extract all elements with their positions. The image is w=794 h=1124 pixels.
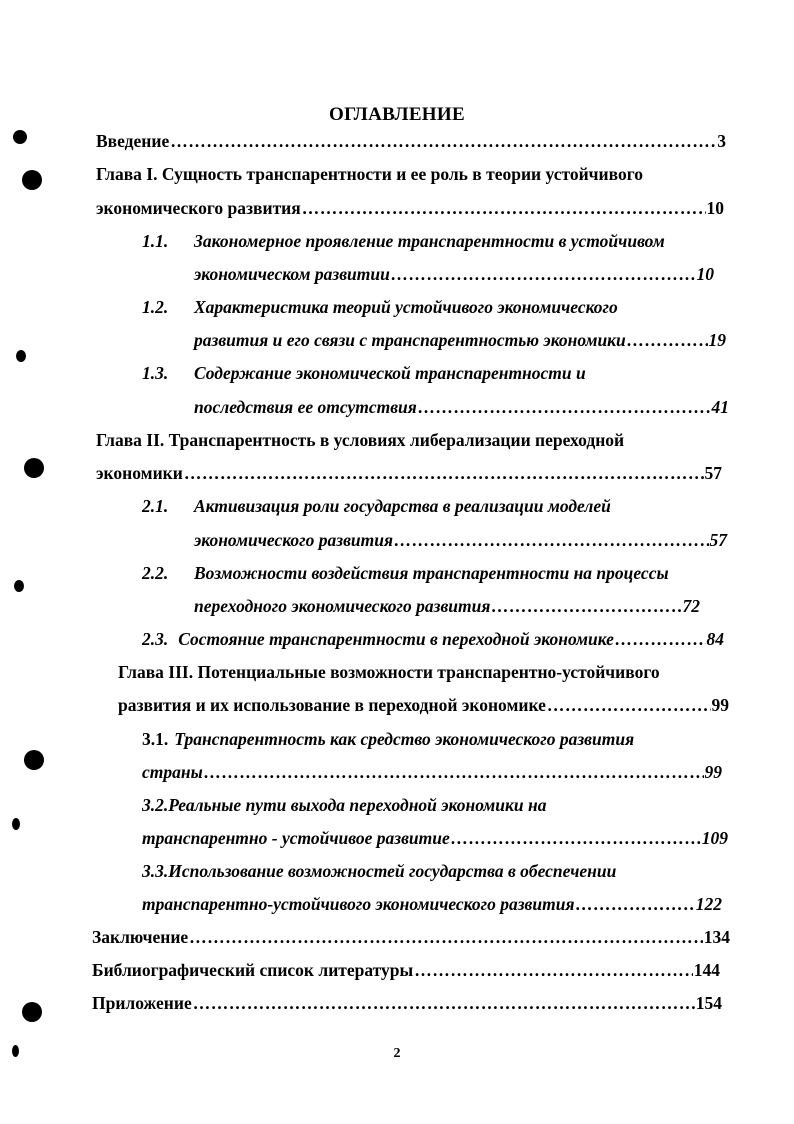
toc-entry-text: Активизация роли государства в реализации моделей xyxy=(194,496,611,516)
toc-entry-text: транспарентно-устойчивого экономического развития xyxy=(142,894,575,914)
toc-section-2-1-line1 xyxy=(142,495,611,517)
dot-leader xyxy=(547,694,711,716)
toc-entry-text: Глава II. Транспарентность в условиях либерализации переходной xyxy=(96,430,625,450)
toc-page-number: 19 xyxy=(708,330,726,350)
punch-hole-mark xyxy=(13,130,27,144)
dot-leader xyxy=(615,628,706,650)
toc-entry-text: Заключение xyxy=(92,927,189,947)
toc-entry-text: Библиографический список литературы xyxy=(92,960,414,980)
toc-entry-text: экономического развития xyxy=(194,530,394,550)
toc-section-number: 2.3. xyxy=(142,629,169,649)
toc-section-number: 2.1. xyxy=(142,496,169,516)
toc-entry-text: последствия ее отсутствия xyxy=(194,397,417,417)
toc-section-2-3 xyxy=(142,628,724,650)
dot-leader xyxy=(391,263,696,285)
punch-hole-mark xyxy=(16,350,26,362)
toc-page-number: 154 xyxy=(695,993,722,1013)
toc-entry-introduction xyxy=(96,130,726,152)
toc-entry-text: Содержание экономической транспарентности и xyxy=(194,363,586,383)
toc-page-number: 57 xyxy=(704,463,722,483)
toc-section-number: 2.2. xyxy=(142,563,169,583)
toc-entry-text: Глава III. Потенциальные возможности транспарентно-устойчивого xyxy=(118,662,660,682)
toc-entry-text: Состояние транспарентности в переходной экономике xyxy=(178,629,614,649)
punch-hole-mark xyxy=(24,458,44,478)
toc-entry-appendix xyxy=(92,992,722,1014)
toc-section-3-2-line2 xyxy=(142,827,728,849)
toc-page-number: 109 xyxy=(701,828,728,848)
toc-page-number: 99 xyxy=(704,762,722,782)
toc-entry-bibliography xyxy=(92,959,720,981)
dot-leader xyxy=(418,396,711,418)
toc-section-3-3-line1 xyxy=(142,860,616,882)
toc-section-1-1-line2 xyxy=(194,263,714,285)
toc-entry-text: Приложение xyxy=(92,993,192,1013)
toc-page-number: 57 xyxy=(709,530,727,550)
toc-entry-text: экономики xyxy=(96,463,183,483)
toc-entry-text: экономического развития xyxy=(96,198,301,218)
toc-chapter-1-line1 xyxy=(96,163,643,185)
toc-entry-text: переходного экономического развития xyxy=(194,596,491,616)
dot-leader xyxy=(204,761,704,783)
toc-section-number: 3.2. xyxy=(142,795,169,815)
toc-section-3-2-line1 xyxy=(142,794,546,816)
toc-section-1-3-line1 xyxy=(142,362,586,384)
toc-section-3-3-line2 xyxy=(142,893,722,915)
dot-leader xyxy=(394,529,708,551)
dot-leader xyxy=(189,926,703,948)
toc-entry-text: Глава I. Сущность транспарентности и ее роль в теории устойчивого xyxy=(96,164,643,184)
toc-page-number: 10 xyxy=(706,198,724,218)
toc-section-3-1-line2 xyxy=(142,761,722,783)
toc-entry-text: Введение xyxy=(96,131,170,151)
toc-entry-text: Возможности воздействия транспарентности на процессы xyxy=(194,563,669,583)
dot-leader xyxy=(170,130,716,152)
dot-leader xyxy=(627,329,708,351)
toc-page-number: 144 xyxy=(693,960,720,980)
toc-chapter-3-line1 xyxy=(118,661,660,683)
dot-leader xyxy=(184,462,704,484)
toc-section-2-2-line2 xyxy=(194,595,700,617)
toc-section-2-1-line2 xyxy=(194,529,727,551)
toc-entry-text: развития и его связи с транспарентностью экономики xyxy=(194,330,626,350)
toc-section-number: 1.1. xyxy=(142,231,169,251)
punch-hole-mark xyxy=(22,1002,42,1022)
toc-page-number: 99 xyxy=(711,695,729,715)
toc-entry-text: развития и их использование в переходной экономике xyxy=(118,695,546,715)
punch-hole-mark xyxy=(14,580,24,592)
dot-leader xyxy=(451,827,701,849)
punch-hole-mark xyxy=(12,1045,19,1057)
punch-hole-mark xyxy=(22,170,42,190)
dot-leader xyxy=(575,893,694,915)
punch-hole-mark xyxy=(12,818,20,830)
toc-entry-text: страны xyxy=(142,762,203,782)
dot-leader xyxy=(414,959,693,981)
dot-leader xyxy=(302,197,706,219)
toc-chapter-1-line2 xyxy=(96,197,724,219)
toc-page-number: 41 xyxy=(711,397,729,417)
toc-page-number: 84 xyxy=(706,629,724,649)
toc-entry-conclusion xyxy=(92,926,730,948)
toc-entry-text: Использование возможностей государства в обеспечении xyxy=(168,861,617,881)
toc-page-number: 72 xyxy=(682,596,700,616)
toc-chapter-3-line2 xyxy=(118,694,729,716)
toc-chapter-2-line1 xyxy=(96,429,624,451)
punch-hole-mark xyxy=(24,750,44,770)
toc-page-number: 10 xyxy=(696,264,714,284)
page-number: 2 xyxy=(393,1046,401,1061)
toc-section-number: 3.3. xyxy=(142,861,169,881)
toc-entry-text: экономическом развитии xyxy=(194,264,390,284)
toc-section-3-1-line1 xyxy=(142,728,634,750)
toc-entry-text: Характеристика теорий устойчивого экономического xyxy=(194,297,618,317)
dot-leader xyxy=(491,595,681,617)
toc-entry-text: Реальные пути выхода переходной экономики на xyxy=(168,795,547,815)
toc-section-number: 3.1. xyxy=(142,729,169,749)
toc-page-number: 134 xyxy=(703,927,730,947)
toc-section-number: 1.3. xyxy=(142,363,169,383)
toc-section-1-2-line2 xyxy=(194,329,726,351)
toc-section-1-2-line1 xyxy=(142,296,618,318)
toc-page-number: 3 xyxy=(717,131,726,151)
toc-section-number: 1.2. xyxy=(142,297,169,317)
toc-entry-text: Закономерное проявление транспарентности в устойчивом xyxy=(194,231,665,251)
dot-leader xyxy=(193,992,695,1014)
page-title: ОГЛАВЛЕНИЕ xyxy=(329,104,465,125)
toc-chapter-2-line2 xyxy=(96,462,722,484)
toc-entry-text: Транспарентность как средство экономического развития xyxy=(174,729,635,749)
toc-section-1-1-line1 xyxy=(142,230,665,252)
toc-section-1-3-line2 xyxy=(194,396,729,418)
toc-page-number: 122 xyxy=(695,894,722,914)
toc-entry-text: транспарентно - устойчивое развитие xyxy=(142,828,450,848)
toc-section-2-2-line1 xyxy=(142,562,669,584)
